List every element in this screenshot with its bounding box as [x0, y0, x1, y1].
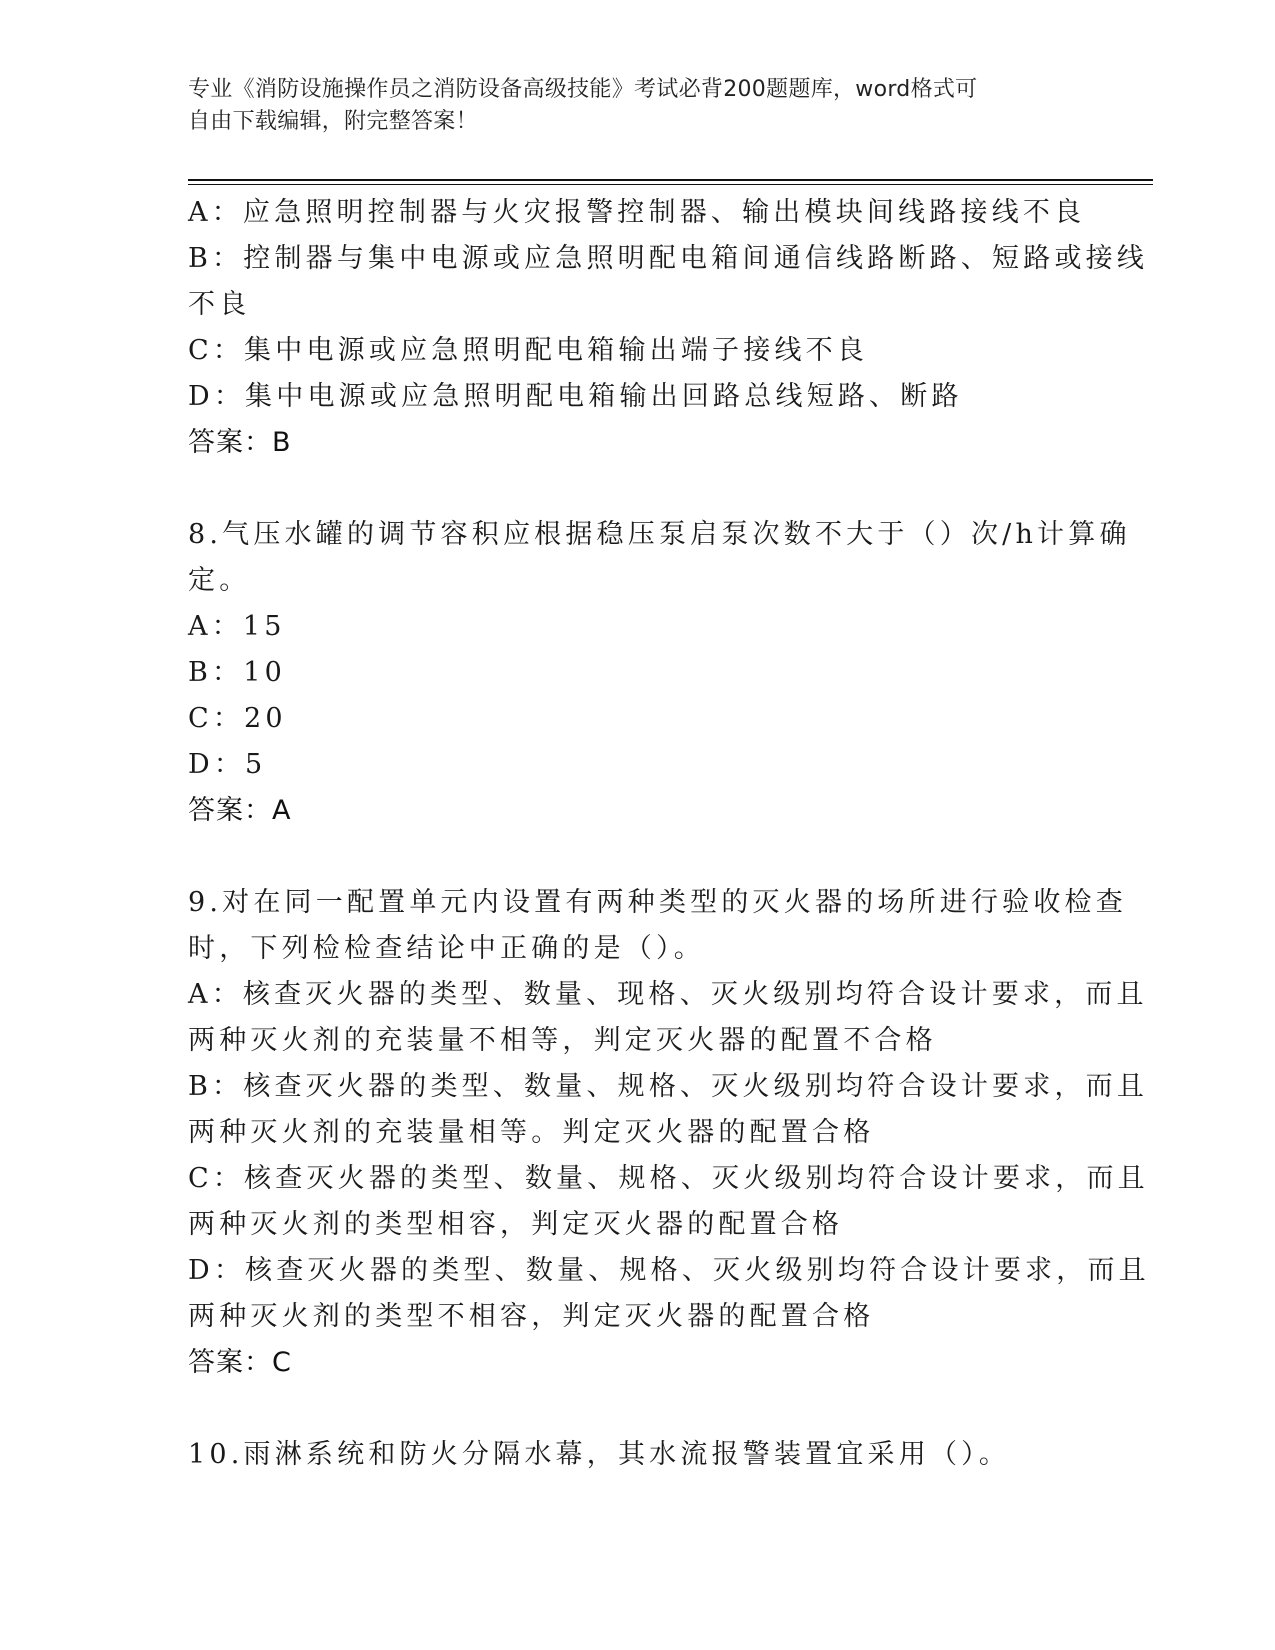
q9-answer: 答案：C — [188, 1347, 292, 1378]
q9-option-d-cont: 两种灭火剂的类型不相容，判定灭火器的配置合格 — [188, 1301, 875, 1332]
header-line-1: 专业《消防设施操作员之消防设备高级技能》考试必背200题题库，word格式可 — [188, 77, 978, 102]
header-rule-thick — [188, 179, 1153, 181]
spacer — [188, 1386, 1088, 1432]
q9-stem-line-2: 时，下列检检查结论中正确的是（）。 — [188, 933, 705, 964]
header-rule-thin — [188, 184, 1153, 185]
question-8 — [188, 512, 1131, 834]
question-content — [188, 190, 1150, 1478]
q7-option-d: D：集中电源或应急照明配电箱输出回路总线短路、断路 — [188, 381, 963, 412]
q7-option-a: A：应急照明控制器与火灾报警控制器、输出模块间线路接线不良 — [188, 197, 1086, 228]
q8-stem-line-1: 8.气压水罐的调节容积应根据稳压泵启泵次数不大于（）次/h计算确 — [188, 519, 1131, 550]
q9-stem-line-1: 9.对在同一配置单元内设置有两种类型的灭火器的场所进行验收检查 — [188, 887, 1127, 918]
spacer — [188, 466, 1088, 512]
document-header — [188, 74, 1068, 138]
q8-option-b: B：10 — [188, 657, 286, 688]
question-10 — [188, 1432, 1088, 1478]
q7-option-b: B：控制器与集中电源或应急照明配电箱间通信线路断路、短路或接线 — [188, 243, 1149, 274]
q8-stem-line-2: 定。 — [188, 565, 251, 596]
q8-option-a: A：15 — [188, 611, 286, 642]
q8-answer: 答案：A — [188, 795, 292, 826]
spacer — [188, 834, 1088, 880]
q8-option-c: C：20 — [188, 703, 287, 734]
q9-option-c: C：核查灭火器的类型、数量、规格、灭火级别均符合设计要求，而且 — [188, 1163, 1149, 1194]
q7-option-b-cont: 不良 — [188, 289, 251, 320]
q9-option-b-cont: 两种灭火剂的充装量相等。判定灭火器的配置合格 — [188, 1117, 875, 1148]
q7-option-c: C：集中电源或应急照明配电箱输出端子接线不良 — [188, 335, 869, 366]
q9-option-a-cont: 两种灭火剂的充装量不相等，判定灭火器的配置不合格 — [188, 1025, 937, 1056]
q9-option-d: D：核查灭火器的类型、数量、规格、灭火级别均符合设计要求，而且 — [188, 1255, 1150, 1286]
q10-stem-line-1: 10.雨淋系统和防火分隔水幕，其水流报警装置宜采用（）。 — [188, 1439, 1011, 1470]
question-7 — [188, 190, 1149, 466]
q9-option-c-cont: 两种灭火剂的类型相容，判定灭火器的配置合格 — [188, 1209, 844, 1240]
question-9 — [188, 880, 1150, 1386]
q8-option-d: D：5 — [188, 749, 267, 780]
q9-option-a: A：核查灭火器的类型、数量、现格、灭火级别均符合设计要求，而且 — [188, 979, 1148, 1010]
header-line-2: 自由下载编辑，附完整答案！ — [188, 109, 478, 134]
q9-option-b: B：核查灭火器的类型、数量、规格、灭火级别均符合设计要求，而且 — [188, 1071, 1149, 1102]
q7-answer: 答案：B — [188, 427, 292, 458]
